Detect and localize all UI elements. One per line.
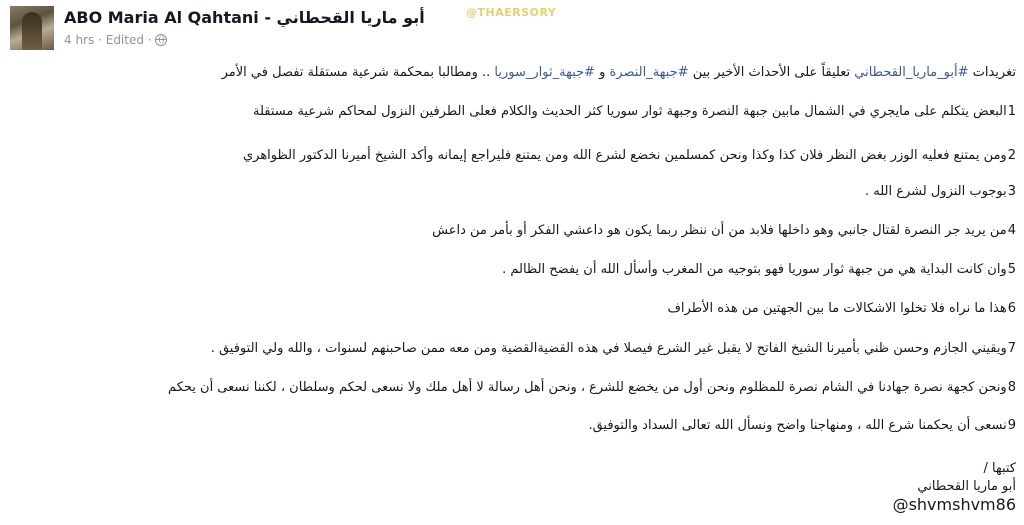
list-item bbox=[432, 222, 1016, 239]
list-item bbox=[243, 147, 1016, 164]
item-text: البعض يتكلم على مايجري في الشمال مابين جبهة النصرة وجبهة ثوار سوريا كثر الحديث والكلام فعلى الطرفين النزول لمحاكم شرعية مستقلة bbox=[252, 104, 1007, 119]
hashtag-abu-maria[interactable]: #أبو_ماريا_القحطاني bbox=[854, 65, 969, 80]
watermark: @THAERSORY bbox=[466, 6, 557, 19]
hashtag-jabhat-nusra[interactable]: #جبهة_النصرة bbox=[609, 65, 689, 80]
item-text: وان كانت البداية هي من جبهة ثوار سوريا فهو بتوجيه من المغرب وأسأل الله أن يفضح الظالم . bbox=[502, 262, 1007, 277]
item-text: بوجوب النزول لشرع الله . bbox=[865, 184, 1007, 199]
list-item bbox=[211, 340, 1016, 357]
item-number: 2 bbox=[1007, 148, 1016, 163]
timestamp[interactable]: 4 hrs bbox=[64, 32, 95, 47]
list-item bbox=[168, 379, 1016, 396]
meta-separator: · bbox=[98, 32, 102, 47]
author-name[interactable]: ABO Maria Al Qahtani - أبو ماريا القحطاني bbox=[64, 8, 425, 27]
item-number: 8 bbox=[1007, 380, 1016, 395]
item-text: ومن يمتنع فعليه الوزر بغض النظر فلان كذا وكذا ونحن كمسلمين نخضع لشرع الله ومن يمتنع فليراجع إيمانه وأكد الشيخ أميرنا الدكتور الظواهري bbox=[242, 148, 1007, 163]
meta-separator-2: · bbox=[147, 32, 152, 47]
item-text: هذا ما نراه فلا تخلوا الاشكالات ما بين الجهتين من هذه الأطراف bbox=[667, 301, 1007, 316]
avatar[interactable] bbox=[10, 6, 54, 50]
hashtag-syria-rebels-front[interactable]: #جبهة_ثوار_سوريا bbox=[494, 65, 595, 80]
intro-mid-1: تعليقاً على الأحداث الأخير بين bbox=[688, 65, 855, 80]
avatar-figure bbox=[22, 12, 42, 50]
list-item bbox=[588, 417, 1016, 434]
signoff-line-1: كتبها / bbox=[983, 461, 1016, 476]
post-meta bbox=[64, 32, 167, 47]
item-text: من يريد جر النصرة لقتال جانبي وهو داخلها فلابد من أن ننظر ربما يكون هو داعشي الفكر أو بأمر من داعش bbox=[432, 223, 1007, 238]
list-item bbox=[667, 300, 1016, 317]
item-number: 1 bbox=[1007, 104, 1016, 119]
item-text: ونحن كجهة نصرة جهادنا في الشام نصرة للمظلوم ونحن أول من يخضع للشرع ، ونحن أهل رسالة لا أهل ملك ولا نسعى لحكم وسلطان ، لكننا نسعى أن يحكم bbox=[168, 380, 1007, 395]
list-item bbox=[253, 103, 1016, 120]
item-text: ويقيني الجازم وحسن ظني بأميرنا الشيخ الفاتح لا يقبل غير الشرع فيصلا في هذه القضيةالقضية ومن معه ممن صاحبنهم لسنوات ، والله ولي التوفيق . bbox=[210, 341, 1007, 356]
item-number: 9 bbox=[1007, 418, 1016, 433]
edited-label[interactable]: Edited bbox=[105, 32, 144, 47]
intro-prefix: تغريدات bbox=[968, 65, 1016, 80]
item-number: 6 bbox=[1007, 301, 1016, 316]
globe-icon[interactable] bbox=[155, 34, 167, 46]
item-number: 4 bbox=[1007, 223, 1016, 238]
item-number: 3 bbox=[1007, 184, 1016, 199]
intro-mid-2: و bbox=[594, 65, 610, 80]
intro-suffix: .. ومطالبا بمحكمة شرعية مستقلة تفصل في الأمر bbox=[221, 65, 495, 80]
item-number: 5 bbox=[1007, 262, 1016, 277]
list-item bbox=[865, 183, 1016, 200]
post-intro bbox=[222, 64, 1016, 81]
twitter-handle: @shvmshvm86 bbox=[892, 495, 1016, 514]
item-text: نسعى أن يحكمنا شرع الله ، ومنهاجنا واضح ونسأل الله تعالى السداد والتوفيق. bbox=[588, 418, 1007, 433]
post-signoff bbox=[893, 460, 1016, 514]
list-item bbox=[502, 261, 1016, 278]
signoff-line-2: أبو ماريا القحطاني bbox=[917, 479, 1016, 494]
item-number: 7 bbox=[1007, 341, 1016, 356]
